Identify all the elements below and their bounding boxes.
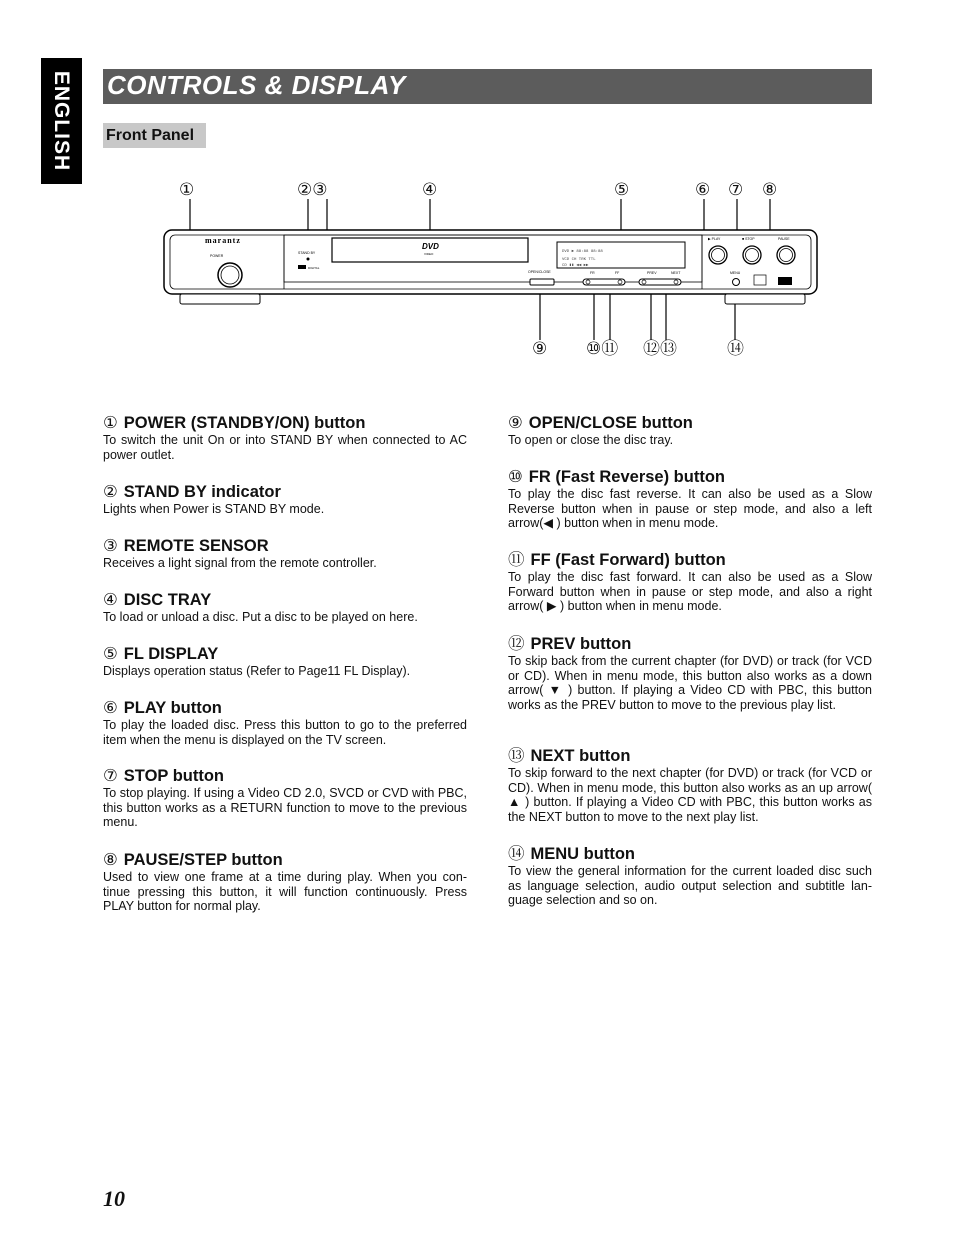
svg-text:FF: FF xyxy=(615,271,620,275)
svg-text:NEXT: NEXT xyxy=(671,271,681,275)
item-number: ⑤ xyxy=(103,644,118,663)
item-open-close xyxy=(508,414,872,448)
item-title: STAND BY indicator xyxy=(123,483,281,501)
item-menu xyxy=(508,845,872,908)
callout-1: ① xyxy=(179,180,195,200)
item-description: To skip forward to the next chapter (for DVD) or track (for VCD or CD). When in menu mode, this button also works as an up arrow( ▲ ) button. If playing a Video CD with PBC, this button works as the NEXT button to move to the next play list. xyxy=(508,766,872,824)
item-number: ⑨ xyxy=(508,413,523,432)
svg-text:MENU: MENU xyxy=(730,271,741,275)
item-number: ④ xyxy=(103,590,118,609)
svg-text:PAUSE: PAUSE xyxy=(778,237,790,241)
page-number: 10 xyxy=(103,1186,125,1211)
brand-logo: marantz xyxy=(205,236,241,245)
svg-text:CD ▮▮ ◀◀ ▶▶: CD ▮▮ ◀◀ ▶▶ xyxy=(562,264,589,268)
svg-text:▶ PLAY: ▶ PLAY xyxy=(708,237,721,241)
item-prev xyxy=(508,635,872,712)
svg-text:VIDEO: VIDEO xyxy=(424,252,434,256)
standby-indicator xyxy=(307,258,310,261)
open-close-button[interactable] xyxy=(530,279,554,285)
item-description: Lights when Power is STAND BY mode. xyxy=(103,502,325,516)
next-button[interactable] xyxy=(674,280,678,284)
item-title: MENU button xyxy=(530,845,635,863)
item-description: To open or close the disc tray. xyxy=(508,433,674,447)
item-title: FR (Fast Reverse) button xyxy=(528,468,725,486)
item-number: ① xyxy=(103,413,118,432)
item-description: To stop playing. If using a Video CD 2.0, SVCD or CVD with PBC, this button works as a RETURN function to move to the previous menu. xyxy=(103,786,467,830)
item-title: OPEN/CLOSE button xyxy=(528,414,693,432)
item-description: To load or unload a disc. Put a disc to be played on here. xyxy=(103,610,418,624)
item-pause-step xyxy=(103,851,467,914)
item-title: REMOTE SENSOR xyxy=(123,537,269,555)
front-panel-diagram xyxy=(150,170,840,370)
item-title: POWER (STANDBY/ON) button xyxy=(123,414,366,432)
item-title: FL DISPLAY xyxy=(123,645,219,663)
callout-12-13: ⑫⑬ xyxy=(643,339,677,359)
language-tab-label: ENGLISH xyxy=(50,70,74,172)
menu-button[interactable] xyxy=(733,279,740,286)
callout-6: ⑥ xyxy=(695,180,711,200)
callout-7: ⑦ xyxy=(728,180,744,200)
svg-text:■ STOP: ■ STOP xyxy=(742,237,755,241)
item-title: PAUSE/STEP button xyxy=(123,851,283,869)
item-fr xyxy=(508,468,872,531)
item-number: ⑬ xyxy=(508,746,525,765)
item-description: Used to view one frame at a time during play. When you con-tinue pressing this button, it will function continuously. Press PLAY button for normal play. xyxy=(103,870,467,914)
callout-10-11: ⑩⑪ xyxy=(586,339,619,359)
callout-2-3: ②③ xyxy=(297,180,328,200)
item-next xyxy=(508,747,872,824)
item-description: Displays operation status (Refer to Page11 FL Display). xyxy=(103,664,411,678)
callout-8: ⑧ xyxy=(762,180,778,200)
item-number: ② xyxy=(103,482,118,501)
dvd-logo: DVD xyxy=(422,242,439,251)
item-description: To play the loaded disc. Press this button to go to the preferred item when the menu is displayed on the TV screen. xyxy=(103,718,467,747)
item-description: To switch the unit On or into STAND BY when connected to AC power outlet. xyxy=(103,433,467,462)
svg-text:VCD CH TRK TTL: VCD CH TRK TTL xyxy=(562,258,596,262)
svg-text:PREV: PREV xyxy=(647,271,657,275)
item-description: To play the disc fast reverse. It can also be used as a Slow Reverse button when in pause or step mode, and also a left arrow(◀ ) button when in menu mode. xyxy=(508,487,872,531)
callout-5: ⑤ xyxy=(614,180,630,200)
language-tab xyxy=(41,58,82,184)
item-power xyxy=(103,414,467,462)
dvd-player-drawing xyxy=(150,170,840,370)
section-subtitle: Front Panel xyxy=(103,123,206,148)
svg-text:OPEN/CLOSE: OPEN/CLOSE xyxy=(528,270,551,274)
item-title: STOP button xyxy=(123,767,225,785)
svg-text:STAND BY: STAND BY xyxy=(298,251,316,255)
page-title: CONTROLS & DISPLAY xyxy=(107,70,406,100)
item-remote-sensor xyxy=(103,537,467,571)
item-number: ⑫ xyxy=(508,634,525,653)
page-title-banner xyxy=(103,69,872,104)
item-number: ⑥ xyxy=(103,698,118,717)
callout-4: ④ xyxy=(422,180,438,200)
callout-9: ⑨ xyxy=(532,339,548,359)
item-number: ⑧ xyxy=(103,850,118,869)
item-description: To play the disc fast forward. It can also be used as a Slow Forward button when in pause or step mode, and also a right arrow( ▶ ) button when in menu mode. xyxy=(508,570,872,614)
item-description: To skip back from the current chapter (for DVD) or track (for VCD or CD). When in menu mode, this button also works as a down arrow( ▼ ) button. If playing a Video CD with PBC, this button works as the PREV button to move to the previous play list. xyxy=(508,654,872,712)
item-number: ⑩ xyxy=(508,467,523,486)
svg-text:DVD ▶ 88:88 88:88: DVD ▶ 88:88 88:88 xyxy=(562,250,603,254)
item-number: ⑪ xyxy=(508,550,525,569)
item-number: ⑭ xyxy=(508,844,525,863)
item-ff xyxy=(508,551,872,614)
prev-button[interactable] xyxy=(642,280,646,284)
item-description: Receives a light signal from the remote controller. xyxy=(103,556,377,570)
item-standby xyxy=(103,483,467,517)
ff-button[interactable] xyxy=(618,280,622,284)
item-description: To view the general information for the current loaded disc such as language selection, audio output selection and subtitle lan-guage selection and so on. xyxy=(508,864,872,908)
item-number: ③ xyxy=(103,536,118,555)
item-number: ⑦ xyxy=(103,766,118,785)
item-title: PLAY button xyxy=(123,699,222,717)
item-title: FF (Fast Forward) button xyxy=(530,551,726,569)
item-disc-tray xyxy=(103,591,467,625)
item-stop xyxy=(103,767,467,830)
item-title: PREV button xyxy=(530,635,632,653)
item-title: DISC TRAY xyxy=(123,591,212,609)
svg-text:FR: FR xyxy=(590,271,595,275)
power-label: POWER xyxy=(210,254,224,258)
fr-button[interactable] xyxy=(586,280,590,284)
callout-14: ⑭ xyxy=(727,339,744,359)
svg-text:DIGITAL: DIGITAL xyxy=(308,266,320,270)
item-play xyxy=(103,699,467,747)
item-fl-display xyxy=(103,645,467,679)
item-title: NEXT button xyxy=(530,747,631,765)
